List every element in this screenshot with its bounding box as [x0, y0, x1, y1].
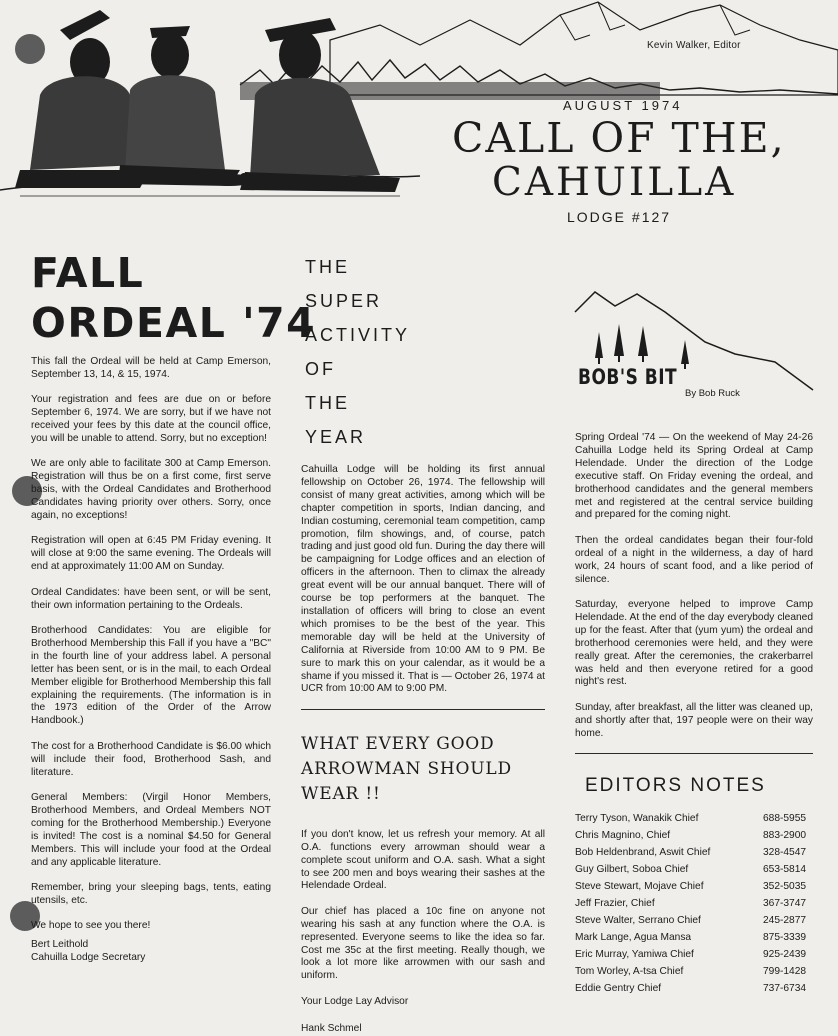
headline-word: THE [305, 257, 350, 277]
super-activity-headline [305, 250, 545, 454]
contact-row [575, 813, 813, 830]
article-paragraph: General Members: (Virgil Honor Members, Brotherhood Members, and Ordeal Members NOT coming for the Brotherhood Membership.) Everyone is invited! The cost is a nominal $4.50 for General Members. This will include your food at the Ordeal and any applicable literature. [31, 791, 271, 868]
bobs-bit-paragraph: Then the ordeal candidates began their four-fold ordeal of a night in the wilderness, a day of hard work, 24 hours of scant food, and a like period of silence. [575, 534, 813, 585]
headline-line2: ORDEAL '74 [31, 299, 317, 347]
closing-line: Your Lodge Lay Advisor [301, 995, 409, 1007]
contact-phone: 328-4547 [763, 846, 807, 858]
headline-word: YEAR [305, 427, 367, 447]
figure-right [240, 18, 400, 192]
closing-name: Hank Schmel [301, 1022, 362, 1034]
contact-name: Chris Magnino, Chief [575, 829, 671, 841]
bobs-bit-title: BOB'S BIT [578, 365, 678, 390]
contact-phone: 925-2439 [763, 948, 807, 960]
article-paragraph: Your registration and fees are due on or before September 6, 1974. We are sorry, but if we have not received your fees by this date at the council office, you will be unable to attend. Sorry, but no exception! [31, 394, 271, 445]
article-paragraph: We hope to see you there! [31, 920, 151, 932]
article-paragraph: Remember, bring your sleeping bags, tents, eating utensils, etc. [31, 881, 271, 906]
contact-name: Eric Murray, Yamiwa Chief [575, 948, 694, 960]
contact-row [575, 949, 813, 966]
contact-phone: 653-5814 [763, 863, 807, 875]
mountain-range [330, 2, 838, 95]
contact-list [575, 813, 813, 1000]
contact-phone: 367-3747 [763, 897, 807, 909]
contact-phone: 799-1428 [763, 965, 807, 977]
headline-word: THE [305, 393, 350, 413]
contact-name: Steve Stewart, Mojave Chief [575, 880, 704, 892]
bobs-bit-column [575, 282, 813, 1000]
bobs-bit-header [575, 282, 813, 408]
arrowman-paragraph: If you don't know, let us refresh your memory. At all O.A. functions every arrowman should wear a complete scout uniform and O.A. sash. What a sight to see 200 men and boys wearing their sashes at the Helendade Ordeal. [301, 828, 545, 892]
article-paragraph: Brotherhood Candidates: You are eligible for Brotherhood Membership this Fall if you have a "BC" in the fourth line of your address label. A personal letter has been sent, or is in the mail, to each Ordeal Member eligible for Brotherhood Membership this fall explaining the requirements. (The information is in the 1973 edition of the Order of the Arrow Handbook.) [31, 625, 271, 727]
editors-notes-heading: EDITORS NOTES [585, 775, 766, 797]
figure-middle [118, 26, 240, 186]
contact-row [575, 881, 813, 898]
bobs-bit-paragraph: Spring Ordeal '74 — On the weekend of May 24-26 Cahuilla Lodge held its Spring Ordeal at Camp Helendade. Under the direction of the Lodge executive staff. On Friday evening the ordeal, and brotherhood candidates and the general members met and registered at the central service building and prepared for the coming night. [575, 432, 813, 521]
contact-row [575, 830, 813, 847]
article-paragraph: Ordeal Candidates: have been sent, or will be sent, their own information pertaining to the Ordeals. [31, 586, 271, 611]
contact-name: Steve Walter, Serrano Chief [575, 914, 701, 926]
punch-hole-icon [15, 34, 45, 64]
contact-name: Terry Tyson, Wanakik Chief [575, 812, 699, 824]
contact-row [575, 966, 813, 983]
contact-phone: 352-5035 [763, 880, 807, 892]
lodge-number: LODGE #127 [567, 209, 672, 225]
fall-ordeal-article [31, 248, 317, 965]
contact-name: Tom Worley, A-tsa Chief [575, 965, 684, 977]
contact-row [575, 847, 813, 864]
article-paragraph: Registration will open at 6:45 PM Friday evening. It will close at 9:00 the same evening. The Ordeals will end at approximately 11:00 AM on Sunday. [31, 535, 271, 573]
contact-row [575, 983, 813, 1000]
headline-word: ACTIVITY [305, 325, 411, 345]
article-paragraph: This fall the Ordeal will be held at Camp Emerson, September 13, 14, & 15, 1974. [31, 356, 271, 380]
headline-word: SUPER [305, 291, 383, 311]
contact-name: Bob Heldenbrand, Aswit Chief [575, 846, 711, 858]
newsletter-title-line1: CALL OF THE, [452, 114, 786, 162]
contact-name: Jeff Frazier, Chief [575, 897, 655, 909]
editor-credit: Kevin Walker, Editor [647, 40, 741, 51]
super-activity-article [301, 250, 545, 1036]
contact-name: Eddie Gentry Chief [575, 982, 662, 994]
feature-paragraph: Cahuilla Lodge will be holding its first annual fellowship on October 26, 1974. The fellowship will consist of many great activities, among which will be chapter competition in sports, Indian dancing, and Indian costuming, ceremonial team competition, camp promotion, film showings, and, of course, patch trading and just good old fun. During the day there will be campaigning for Lodge offices and an election of officers in the afternoon. Then to climax the already great event will be our annual banquet. There will of course be top performers at the banquet. The installation of officers will bring to close an event which promises to be the best of the year. This memorable day will be held at the University of California at Riverside from 10:00 AM to 9 PM. Be sure to mark this on your calendar, as it would be a shame if you missed it. That is — October 26, 1974 at UCR from 10:00 AM to 9:00 PM. [301, 464, 545, 695]
contact-row [575, 898, 813, 915]
contact-phone: 883-2900 [763, 829, 807, 841]
section-divider [575, 753, 813, 754]
contact-row [575, 864, 813, 881]
fall-ordeal-headline [31, 248, 317, 348]
bobs-bit-paragraph: Saturday, everyone helped to improve Camp Helendade. At the end of the day everybody cleaned up for the feast. After that (yum yum) the ordeal and brotherhood ceremonies were held, and they were really great. After the ceremonies, the crakerbarrel was held and then everyone retired for a good night's rest. [575, 598, 813, 688]
contact-phone: 688-5955 [763, 812, 807, 824]
headline-line1: FALL [31, 249, 145, 297]
bobs-bit-paragraph: Sunday, after breakfast, all the litter was cleaned up, and shortly after that, 197 people were on their way home. [575, 701, 813, 739]
contact-row [575, 915, 813, 932]
contact-row [575, 932, 813, 949]
bobs-bit-byline: By Bob Ruck [685, 388, 740, 399]
contact-name: Mark Lange, Agua Mansa [575, 931, 692, 943]
section-divider [301, 709, 545, 710]
contact-phone: 245-2877 [763, 914, 807, 926]
contact-phone: 875-3339 [763, 931, 807, 943]
signature-name: Bert Leithold [31, 939, 89, 951]
headline-word: OF [305, 359, 336, 379]
contact-name: Guy Gilbert, Soboa Chief [575, 863, 689, 875]
arrowman-headline: WHAT EVERY GOOD ARROWMAN SHOULD WEAR !! [301, 733, 512, 804]
arrowman-paragraph: Our chief has placed a 10c fine on anyone not wearing his sash at any function where the O.A. is represented. Everyone seems to like the idea so far. Cost me 35c at the first meeting. Really though, we look a lot more like arrowmen with our sash and uniform. [301, 905, 545, 982]
article-paragraph: The cost for a Brotherhood Candidate is $6.00 which will include their food, Brotherhood Sash, and literature. [31, 740, 271, 778]
contact-phone: 737-6734 [763, 982, 807, 994]
signature-title: Cahuilla Lodge Secretary [31, 952, 146, 964]
issue-date: AUGUST 1974 [563, 98, 683, 113]
newsletter-title-line2: CAHUILLA [492, 160, 737, 205]
article-paragraph: We are only able to facilitate 300 at Camp Emerson. Registration will thus be on a first come, first serve basis, with the Ordeal Candidates and Brotherhood Candidates having priority over others. Sorry, once again, no exceptions! [31, 458, 271, 522]
